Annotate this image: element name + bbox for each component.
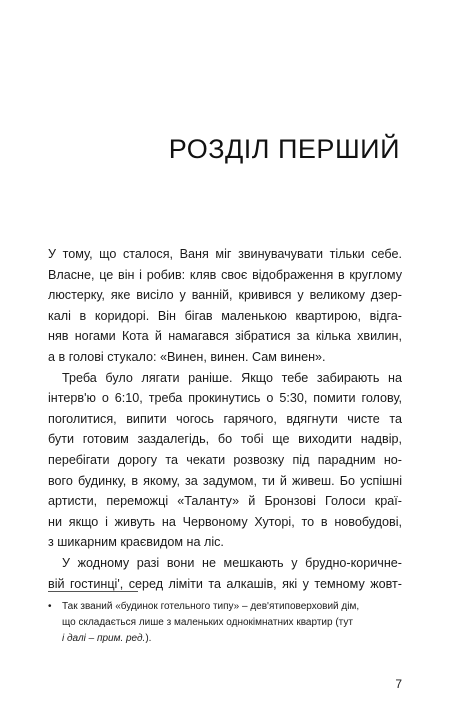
footnote bbox=[48, 599, 402, 647]
text-line: а в голові стукало: «Винен, винен. Сам винен». bbox=[48, 349, 326, 364]
page-number: 7 bbox=[395, 677, 402, 691]
footnote-tail: ). bbox=[145, 633, 152, 644]
text-line: У тому, що сталося, Ваня міг звинувачувати тільки себе. bbox=[48, 247, 402, 261]
text-line: вій гостинці', серед ліміти та алкашів, які у темному жовт- bbox=[48, 576, 402, 591]
text-line: Власне, це він і робив: кляв своє відображення в круглому bbox=[48, 267, 402, 282]
text-line: У жодному разі вони не мешкають у брудно-коричне- bbox=[62, 555, 402, 570]
footnote-marker: • bbox=[48, 601, 52, 612]
text-line: ни якщо і живуть на Червоному Хуторі, то в новобудові, bbox=[48, 514, 402, 529]
body-text bbox=[48, 244, 402, 594]
footnote-line: що складається лише з маленьких однокімнатних квартир (тут bbox=[62, 617, 353, 628]
text-line: перебігати дорогу та чекати розвозку під парадним но- bbox=[48, 452, 402, 467]
text-line: з шикарним краєвидом на ліс. bbox=[48, 535, 224, 550]
text-line: інтерв'ю о 6:10, треба прокинутись о 5:30, помити голову, bbox=[48, 391, 402, 406]
text-line: калі в коридорі. Він бігав маленькою квартирою, відга- bbox=[48, 308, 402, 323]
footnote-italic: і далі – прим. ред. bbox=[62, 633, 146, 644]
text-line: поголитися, випити чогось гарячого, вдягнути чисте та bbox=[48, 411, 402, 426]
text-line: Треба було лягати раніше. Якщо тебе забирають на bbox=[62, 370, 402, 385]
text-line: няв ногами Кота й намагався зібратися за кілька хвилин, bbox=[48, 329, 402, 344]
chapter-title: РОЗДІЛ ПЕРШИЙ bbox=[168, 134, 400, 164]
text-line: бути готовим заздалегідь, бо тобі ще виходити надвір, bbox=[48, 432, 402, 447]
footnote-divider bbox=[48, 591, 138, 592]
text-line: люстерку, яке висіло у ванній, кривився у великому дзер- bbox=[48, 288, 402, 303]
text-line: вого будинку, в якому, за задумом, ти й живеш. Бо успішні bbox=[48, 473, 402, 488]
footnote-line: Так званий «будинок готельного типу» – дев'ятиповерховий дім, bbox=[62, 601, 360, 612]
footnote-line bbox=[48, 631, 402, 647]
text-line: артисти, переможці «Таланту» й Бронзові Голоси краї- bbox=[48, 494, 402, 509]
